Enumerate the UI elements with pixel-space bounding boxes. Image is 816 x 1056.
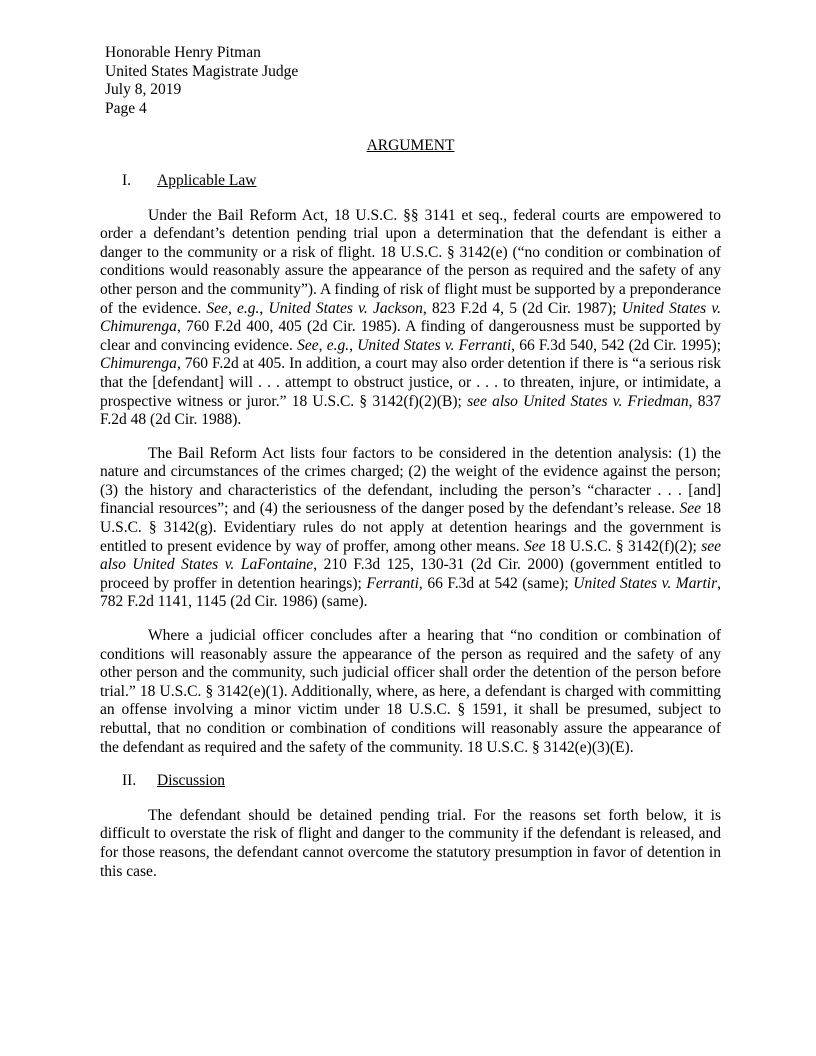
section-number: I.: [122, 171, 132, 189]
section-title: Applicable Law: [157, 171, 257, 189]
argument-title-text: ARGUMENT: [366, 137, 455, 155]
paragraph-four-factors: The Bail Reform Act lists four factors to be considered in the detention analysis: (1) the nature and circumstances of the crimes charged; (2) the weight of the evidence against the person; (3) the history and characteristics of the defendant, including the person’s “character . . . [and] financial resources”; and (4) the seriousness of the danger posed by the defendant’s release. See 18 U.S.C. § 3142(g). Evidentiary rules do not apply at detention hearings and the government is entitled to present evidence by way of proffer, among other means. See 18 U.S.C. § 3142(f)(2); see also United States v. LaFontaine, 210 F.3d 125, 130-31 (2d Cir. 2000) (government entitled to proceed by proffer in detention hearings); Ferranti, 66 F.3d at 542 (same); United States v. Martir, 782 F.2d 1141, 1145 (2d Cir. 1986) (same).: [100, 444, 722, 611]
paragraph-judicial-officer: Where a judicial officer concludes after a hearing that “no condition or combination of conditions will reasonably assure the appearance of the person as required and the safety of any other person and the community, such judicial officer shall order the detention of the person before trial.” 18 U.S.C. § 3142(e)(1). Additionally, where, as here, a defendant is charged with committing an offense involving a minor victim under 18 U.S.C. § 1591, it shall be presumed, subject to rebuttal, that no condition or combination of conditions will reasonably assure the appearance of the defendant as required and the safety of the community. 18 U.S.C. § 3142(e)(3)(E).: [100, 627, 721, 756]
section-discussion: [100, 772, 721, 881]
paragraph-bail-reform-overview: Under the Bail Reform Act, 18 U.S.C. §§ 3141 et seq., federal courts are empowered to order a defendant’s detention pending trial upon a determination that the defendant is either a danger to the community or a risk of flight. 18 U.S.C. § 3142(e) (“no condition or combination of conditions would reasonably assure the appearance of the person as required and the safety of any other person and the community”). A finding of risk of flight must be supported by a preponderance of the evidence. See, e.g., United States v. Jackson, 823 F.2d 4, 5 (2d Cir. 1987); United States v. Chimurenga, 760 F.2d 400, 405 (2d Cir. 1985). A finding of dangerousness must be supported by clear and convincing evidence. See, e.g., United States v. Ferranti, 66 F.3d 540, 542 (2d Cir. 1995); Chimurenga, 760 F.2d at 405. In addition, a court may also order detention if there is “a serious risk that the [defendant] will . . . attempt to obstruct justice, or . . . to threaten, injure, or intimidate, a prospective witness or juror.” 18 U.S.C. § 3142(f)(2)(B); see also United States v. Friedman, 837 F.2d 48 (2d Cir. 1988).: [100, 206, 722, 429]
section-title: Discussion: [157, 772, 226, 790]
recipient-name: Honorable Henry Pitman: [105, 44, 261, 61]
recipient-title: United States Magistrate Judge: [105, 62, 299, 80]
section-heading-discussion: [100, 772, 721, 791]
section-number: II.: [122, 772, 137, 790]
section-applicable-law: [100, 172, 721, 757]
argument-title: [100, 137, 721, 156]
paragraph-detention-conclusion: The defendant should be detained pending trial. For the reasons set forth below, it is difficult to overstate the risk of flight and danger to the community if the defendant is released, and for those reasons, the defendant cannot overcome the statutory presumption in favor of detention in this case.: [100, 806, 721, 880]
page-number: Page 4: [105, 99, 147, 117]
letter-header: [100, 44, 721, 118]
section-heading-applicable-law: [100, 172, 721, 191]
letter-date: July 8, 2019: [105, 81, 182, 99]
